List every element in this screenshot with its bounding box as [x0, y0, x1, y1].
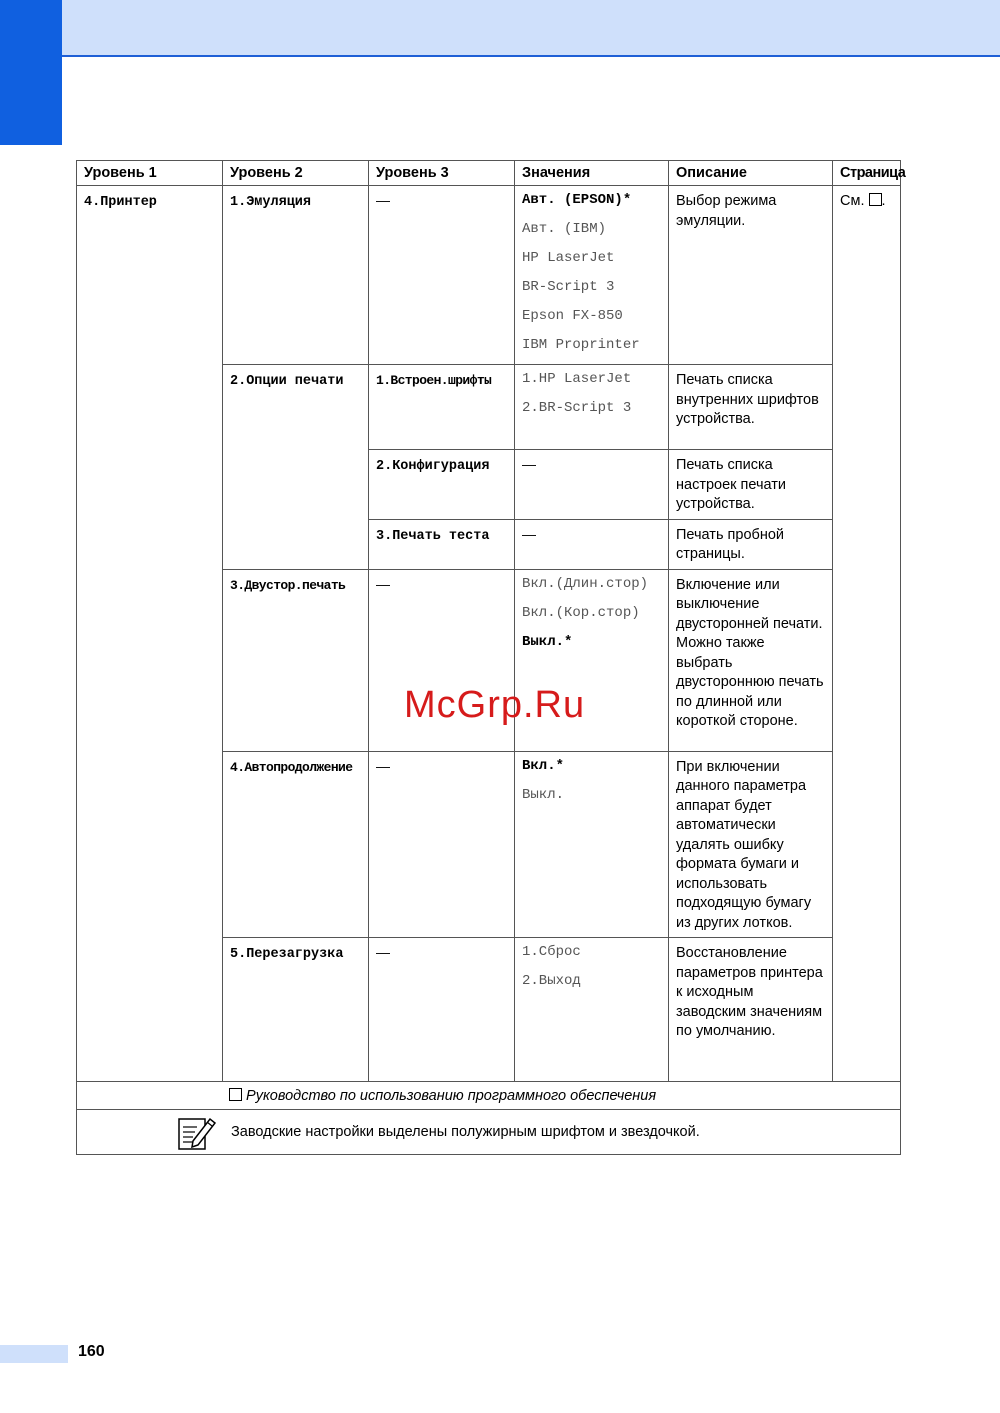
- watermark: McGrp.Ru: [404, 684, 586, 726]
- level2-cell: [223, 751, 369, 938]
- header-description: Описание: [669, 161, 833, 186]
- header-level3: Уровень 3: [369, 161, 515, 186]
- level2-cell: [223, 186, 369, 365]
- level3-label: 2.Конфигурация: [376, 459, 490, 474]
- page-number-band: [0, 1345, 68, 1363]
- header-band: [0, 0, 1000, 55]
- description-cell: При включении данного параметра аппарат будет автоматически удалять ошибку формата бумаги и использовать подходящую бумагу из других лотков.: [669, 751, 833, 938]
- header-page: Страница: [833, 161, 901, 186]
- level2-cell: [223, 938, 369, 1082]
- value-item: Epson FX-850: [522, 308, 623, 324]
- printer-menu-table: [76, 160, 906, 1155]
- row-emulation: [77, 186, 901, 365]
- values-cell: [515, 450, 669, 520]
- page-number: 160: [78, 1343, 105, 1360]
- level2-label: 3.Двустор.печать: [230, 577, 346, 593]
- values-cell: [515, 751, 669, 938]
- description-cell: Включение или выключение двусторонней печати. Можно также выбрать двустороннюю печать по длинной или короткой стороне.: [669, 569, 833, 751]
- header-row: [77, 161, 901, 186]
- note-pencil-icon: [177, 1113, 217, 1151]
- level3-label: 3.Печать теста: [376, 528, 490, 544]
- book-icon: [869, 193, 882, 206]
- level3-label: 1.Встроен.шрифты: [376, 373, 492, 388]
- value-item: 1.Сброс: [522, 944, 581, 960]
- footnote-cell: [77, 1082, 901, 1110]
- description-cell: Печать пробной страницы.: [669, 519, 833, 569]
- header-level1: Уровень 1: [77, 161, 223, 186]
- values-cell: [515, 186, 669, 365]
- level2-label: 4.Автопродолжение: [230, 759, 353, 775]
- value-item: Вкл.(Кор.стор): [522, 604, 640, 621]
- value-dash: —: [522, 456, 536, 472]
- page-ref-text: См.: [840, 193, 865, 209]
- header-rule: [60, 55, 1000, 57]
- note-text: Заводские настройки выделены полужирным шрифтом и звездочкой.: [231, 1124, 700, 1140]
- level3-dash: —: [376, 944, 390, 960]
- values-cell: [515, 519, 669, 569]
- book-icon: [229, 1088, 242, 1101]
- value-item: 2.Выход: [522, 973, 581, 989]
- value-dash: —: [522, 525, 536, 542]
- level3-cell: [369, 365, 515, 450]
- level2-cell: [223, 365, 369, 570]
- value-item: Вкл.*: [522, 757, 565, 774]
- level3-dash: —: [376, 192, 390, 208]
- value-item: Авт. (IBM): [522, 221, 607, 237]
- value-item: Выкл.*: [522, 633, 573, 650]
- footnote-text: Руководство по использованию программного обеспечения: [246, 1088, 657, 1104]
- level3-dash: —: [376, 757, 390, 774]
- value-item: Выкл.: [522, 786, 565, 803]
- level3-cell: [369, 519, 515, 569]
- description-cell: Печать списка настроек печати устройства.: [669, 450, 833, 520]
- value-item: BR-Script 3: [522, 279, 615, 295]
- level3-dash: —: [376, 575, 390, 592]
- level2-cell: [223, 569, 369, 751]
- description-cell: Печать списка внутренних шрифтов устройства.: [669, 365, 833, 450]
- row-note: [77, 1110, 901, 1155]
- values-cell: [515, 938, 669, 1082]
- level3-cell: [369, 751, 515, 938]
- value-item: HP LaserJet: [522, 250, 615, 266]
- page-ref-cell: См. .: [833, 186, 901, 1082]
- values-cell: [515, 365, 669, 450]
- value-item: 2.BR-Script 3: [522, 400, 632, 416]
- row-footnote: [77, 1082, 901, 1110]
- level3-cell: [369, 938, 515, 1082]
- value-item: 1.HP LaserJet: [522, 371, 632, 387]
- note-cell: [77, 1110, 901, 1155]
- header-values: Значения: [515, 161, 669, 186]
- value-item: IBM Proprinter: [522, 337, 640, 353]
- header-level2: Уровень 2: [223, 161, 369, 186]
- value-item: Авт. (EPSON)*: [522, 192, 632, 208]
- description-cell: Выбор режима эмуляции.: [669, 186, 833, 365]
- level2-label: 2.Опции печати: [230, 374, 344, 389]
- level3-cell: [369, 186, 515, 365]
- level2-label: 1.Эмуляция: [230, 195, 312, 210]
- description-cell: Восстановление параметров принтера к исходным заводским значениям по умолчанию.: [669, 938, 833, 1082]
- chapter-tab: [0, 0, 62, 145]
- level3-cell: [369, 450, 515, 520]
- level1-label: 4.Принтер: [84, 195, 157, 210]
- value-item: Вкл.(Длин.стор): [522, 575, 649, 592]
- level2-label: 5.Перезагрузка: [230, 947, 344, 962]
- level1-cell: [77, 186, 223, 1082]
